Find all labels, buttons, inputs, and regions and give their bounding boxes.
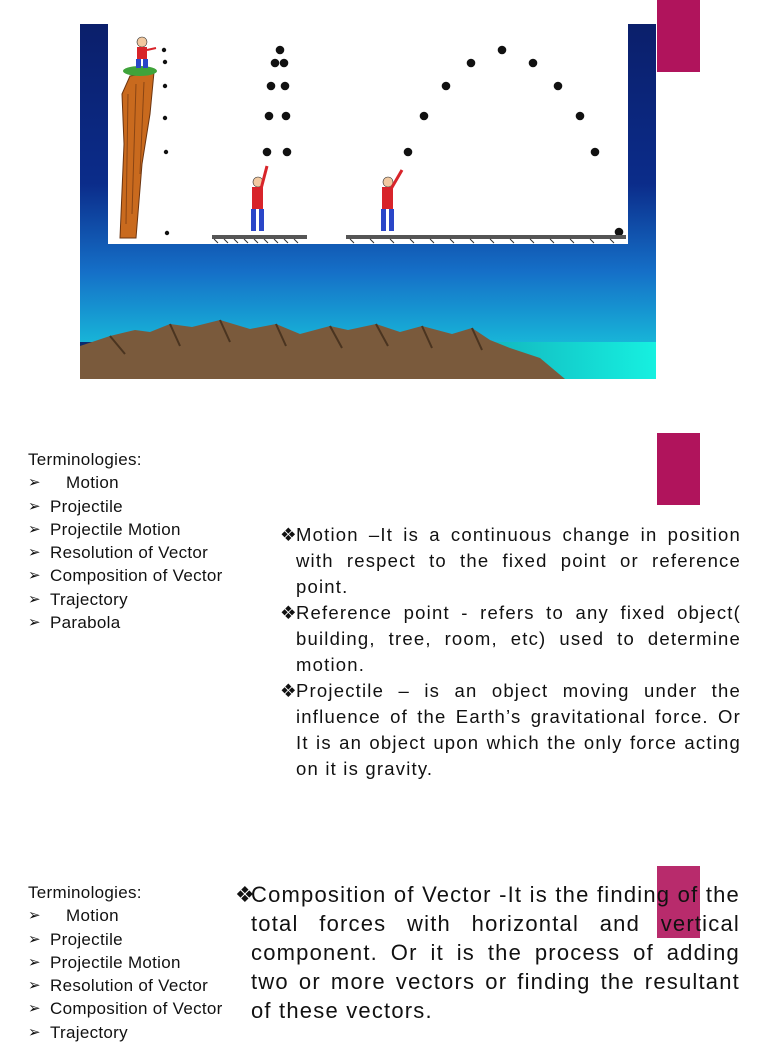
arrow-bullet-icon: ➢ — [28, 614, 41, 632]
definition-motion: ❖ Motion –It is a continuous change in position with respect to the fixed point or reference point. — [280, 524, 741, 597]
list-item: ➢ Resolution of Vector — [28, 974, 223, 997]
list-item: ➢ Projectile Motion — [28, 951, 223, 974]
arrow-bullet-icon: ➢ — [28, 474, 41, 492]
list-item: ➢ Projectile — [28, 495, 223, 518]
arrow-bullet-icon: ➢ — [28, 953, 41, 971]
arrow-bullet-icon: ➢ — [28, 567, 41, 585]
arrow-bullet-icon: ➢ — [28, 907, 41, 925]
arrow-bullet-icon: ➢ — [28, 520, 41, 538]
arrow-bullet-icon: ➢ — [28, 544, 41, 562]
terminologies-list — [28, 881, 223, 1044]
terminologies-heading: Terminologies: — [28, 450, 142, 469]
arrow-bullet-icon: ➢ — [28, 497, 41, 515]
arrow-bullet-icon: ➢ — [28, 590, 41, 608]
list-item: ➢ Parabola — [28, 611, 223, 634]
list-item: ➢ Trajectory — [28, 588, 223, 611]
terminologies-heading: Terminologies: — [28, 883, 142, 902]
list-item: ➢ Composition of Vector — [28, 997, 223, 1020]
arrow-bullet-icon: ➢ — [28, 930, 41, 948]
definition-reference-point: ❖ Reference point - refers to any fixed object( building, tree, room, etc) used to determine motion. — [280, 602, 741, 675]
definitions-block — [235, 880, 740, 1025]
definition-composition-of-vector: ❖ Composition of Vector -It is the finding of the total forces with horizontal and vertical component. Or it is the process of adding two or more vectors or finding the resultant of these vectors. — [235, 882, 740, 1023]
list-item: ➢ Projectile Motion — [28, 518, 223, 541]
diamond-bullet-icon: ❖ — [235, 882, 256, 907]
arrow-bullet-icon: ➢ — [28, 977, 41, 995]
list-item: ➢ Trajectory — [28, 1021, 223, 1044]
list-item: ➢ Motion — [28, 471, 223, 494]
arrow-bullet-icon: ➢ — [28, 1000, 41, 1018]
diamond-bullet-icon: ❖ — [280, 602, 298, 623]
list-item: ➢ Motion — [28, 904, 223, 927]
arrow-bullet-icon: ➢ — [28, 1023, 41, 1041]
list-item: ➢ Projectile — [28, 928, 223, 951]
list-item: ➢ Resolution of Vector — [28, 541, 223, 564]
diamond-bullet-icon: ❖ — [280, 524, 298, 545]
list-item: ➢ Composition of Vector — [28, 564, 223, 587]
diamond-bullet-icon: ❖ — [280, 680, 298, 701]
definition-projectile: ❖ Projectile – is an object moving under the influence of the Earth’s gravitational force. Or It is an object upon which the only force acting on it is gravity. — [280, 680, 741, 779]
